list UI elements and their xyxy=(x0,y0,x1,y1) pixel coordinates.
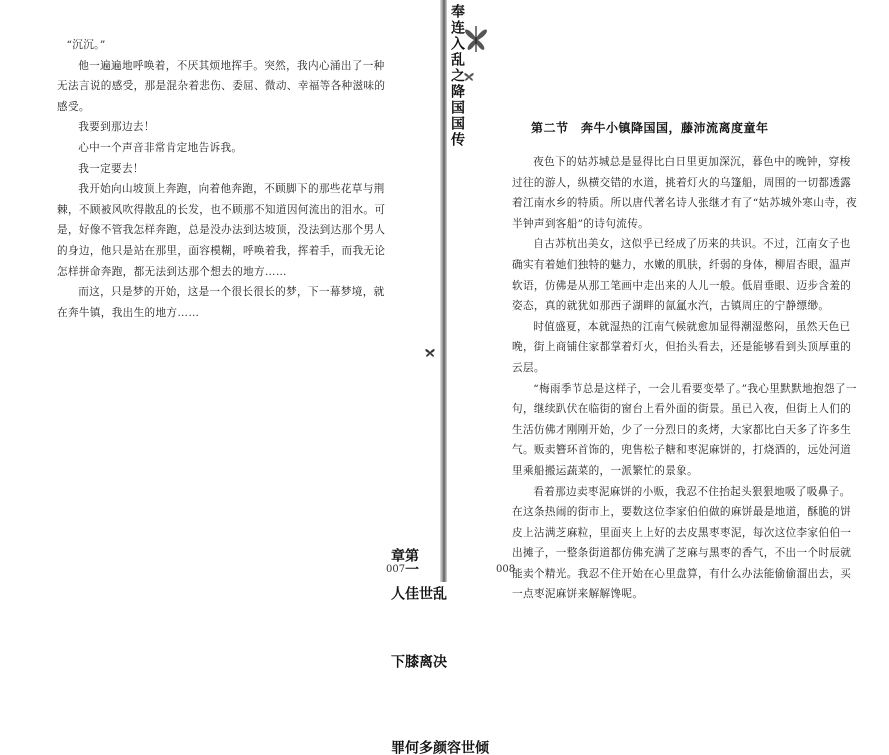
paragraph: 我开始向山坡顶上奔跑，向着他奔跑，不顾脚下的那些花草与荆棘，不顾被风吹得散乱的长发，也不顾那不知道因何流出的泪水。可是，好像不管我怎样奔跑，总是没办法到达坡顶，没法到达那个男人的身边，他只是站在那里，面容模糊，呼唤着我，挥着手，而我无论怎样拼命奔跑，都无法到达那个想去的地方…… xyxy=(57,183,386,278)
paragraph: “梅雨季节总是这样子，一会儿看要变晕了。”我心里默默地抱怨了一句，继续趴伏在临街的窗台上看外面的街景。虽已入夜，但街上人们的生活仿佛才刚刚开始，少了一分烈日的炙烤，大家都比白天多了许多生气。贩卖簪环首饰的，兜售松子糖和枣泥麻饼的，打烧酒的，远处河道里乘船搬运蔬菜的，一派繁忙的景象。 xyxy=(512,382,857,477)
book-title: 奉连入乱之降国国传 xyxy=(449,4,465,148)
paragraph: 我要到那边去！ xyxy=(78,121,155,134)
paragraph: 时值盛夏，本就湿热的江南气候就愈加显得潮湿憋闷，虽然天色已晚，街上商铺住家都掌着灯火，但抬头看去，还是能够看到头顶厚重的云层。 xyxy=(512,320,852,374)
chapter-label: 第一章 xyxy=(389,548,419,576)
paragraph: 而这，只是梦的开始，这是一个很长很长的梦，下一幕梦境，就在奔牛镇，我出生的地方…… xyxy=(57,286,385,319)
paragraph: “沉沉。” xyxy=(66,39,106,51)
butterfly-ornament-icon xyxy=(422,344,438,360)
right-page-body xyxy=(512,152,858,605)
paragraph: 他一遍遍地呼唤着，不厌其烦地挥手。突然，我内心涌出了一种无法言说的感受，那是混杂着悲伤、委屈、微动、幸福等各种滋味的感受。 xyxy=(57,59,386,113)
chapter-title-line: 决离膝下 xyxy=(389,654,447,669)
book-title-ornament xyxy=(447,0,509,180)
page-number: 008 xyxy=(496,564,516,575)
paragraph: 夜色下的姑苏城总是显得比白日里更加深沉，暮色中的晚钟，穿梭过往的游人，纵横交错的水道，挑着灯火的乌篷船，周围的一切都透露着江南水乡的特质。所以唐代著名诗人张继才有了“姑苏城外寒山寺，夜半钟声到客船”的诗句流传。 xyxy=(512,156,858,230)
left-page-body xyxy=(57,35,390,323)
right-page xyxy=(447,0,889,601)
page-number: 007 xyxy=(386,564,406,575)
section-title: 第二节 奔牛小镇降国国，藤沛流离度童年 xyxy=(531,121,769,135)
butterfly-ornament-icon xyxy=(461,68,477,84)
chapter-title-line: 倾世容颜多何罪 xyxy=(389,740,489,755)
paragraph: 我一定要去！ xyxy=(78,162,144,175)
paragraph: 看着那边卖枣泥麻饼的小贩，我忍不住抬起头狠狠地吸了吸鼻子。在这条热闹的街市上，要数这位李家伯伯做的麻饼最是地道，酥脆的饼皮上沾满芝麻粒，里面夹上上好的去皮黑枣枣泥，每次这位李家伯伯一出摊子，一整条街道都仿佛充满了芝麻与黑枣的香气，不出一个时辰就能卖个精光。我忍不住开始在心里盘算，有什么办法能偷偷溜出去，买一点枣泥麻饼来解解馋呢。 xyxy=(512,485,852,601)
paragraph: 心中一个声音非常肯定地告诉我。 xyxy=(78,141,243,154)
chapter-heading-vertical xyxy=(389,274,489,755)
paragraph: 自古苏杭出美女，这似乎已经成了历来的共识。不过，江南女子也确实有着她们独特的魅力，水嫩的肌肤，纤弱的身体，柳眉杏眼，温声软语，仿佛是从那工笔画中走出来的人儿一般。低眉垂眼、迈步含羞的姿态，真的就犹如那西子湖畔的氤氲水汽，古镇周庄的宁静缥缈。 xyxy=(512,238,852,313)
book-spine xyxy=(440,0,447,582)
chapter-title-line: 乱世佳人 xyxy=(389,586,447,601)
butterfly-ornament-icon xyxy=(459,18,493,58)
